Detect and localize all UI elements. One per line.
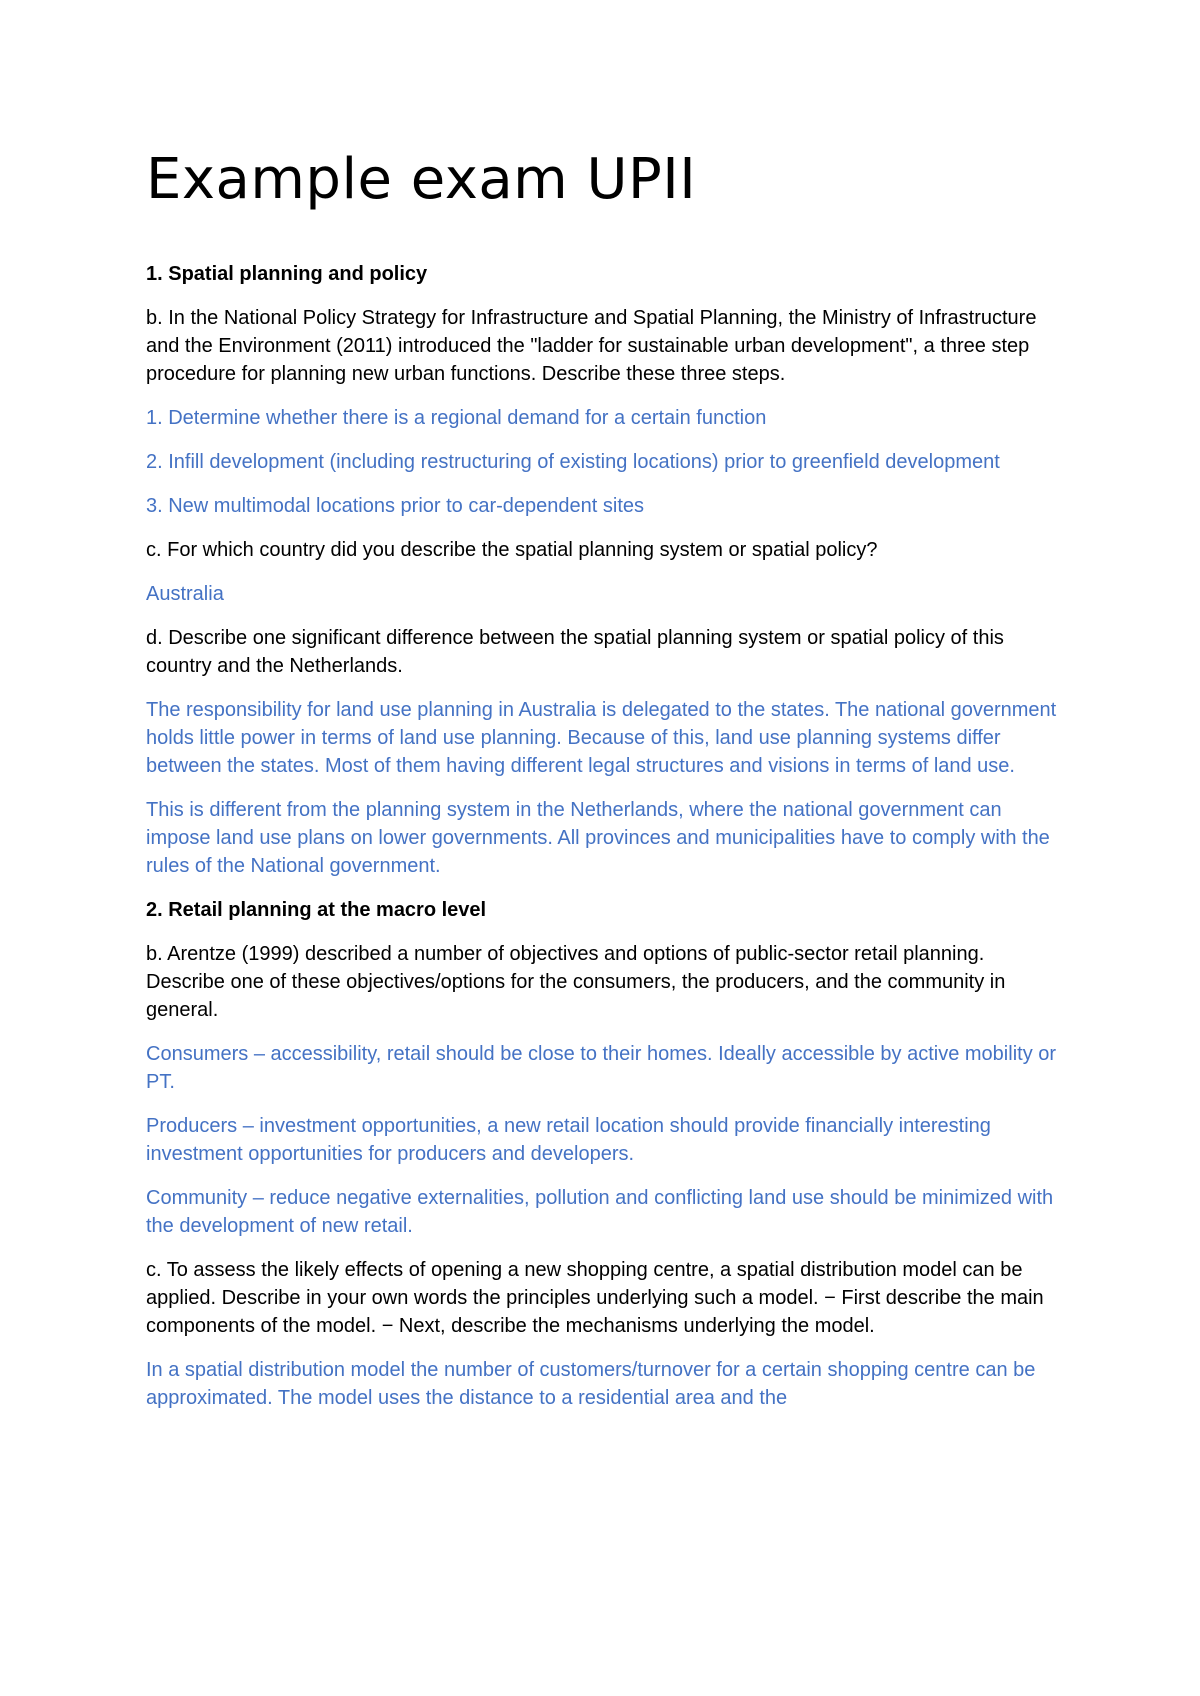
question-1d: d. Describe one significant difference between the spatial planning system or spatial policy of this country and the Netherlands. <box>146 627 1004 677</box>
answer-1b-step-2: 2. Infill development (including restructuring of existing locations) prior to greenfield development <box>146 451 1000 473</box>
answer-1d-paragraph-2: This is different from the planning system in the Netherlands, where the national government can impose land use plans on lower governments. All provinces and municipalities have to comply with the rules of the National government. <box>146 799 1050 877</box>
document-content <box>146 144 1066 1428</box>
question-1b: b. In the National Policy Strategy for Infrastructure and Spatial Planning, the Ministry of Infrastructure and the Environment (2011) introduced the "ladder for sustainable urban development", a three step procedure for planning new urban functions. Describe these three steps. <box>146 307 1037 385</box>
answer-2b-producers: Producers – investment opportunities, a new retail location should provide financially interesting investment opportunities for producers and developers. <box>146 1115 991 1165</box>
answer-2b-consumers: Consumers – accessibility, retail should be close to their homes. Ideally accessible by active mobility or PT. <box>146 1043 1057 1093</box>
question-1c: c. For which country did you describe the spatial planning system or spatial policy? <box>146 539 878 561</box>
question-2b: b. Arentze (1999) described a number of objectives and options of public-sector retail planning. Describe one of these objectives/options for the consumers, the producers, and the community in general. <box>146 943 1006 1021</box>
question-2c: c. To assess the likely effects of opening a new shopping centre, a spatial distribution model can be applied. Describe in your own words the principles underlying such a model. − First describe the main components of the model. − Next, describe the mechanisms underlying the model. <box>146 1259 1044 1337</box>
section-spatial-planning <box>146 260 1066 880</box>
answer-1d-paragraph-1: The responsibility for land use planning in Australia is delegated to the states. The national government holds little power in terms of land use planning. Because of this, land use planning systems differ between the states. Most of them having different legal structures and visions in terms of land use. <box>146 699 1057 777</box>
answer-1b-step-3: 3. New multimodal locations prior to car-dependent sites <box>146 495 645 517</box>
answer-2c-paragraph-1: In a spatial distribution model the number of customers/turnover for a certain shopping centre can be approximated. The model uses the distance to a residential area and the <box>146 1359 1036 1409</box>
document-title: Example exam UPII <box>146 147 697 212</box>
answer-1b-step-1: 1. Determine whether there is a regional demand for a certain function <box>146 407 767 429</box>
answer-2b-community: Community – reduce negative externalities, pollution and conflicting land use should be minimized with the development of new retail. <box>146 1187 1054 1237</box>
section-2-heading: 2. Retail planning at the macro level <box>146 899 487 921</box>
answer-1c: Australia <box>146 583 224 605</box>
section-retail-planning <box>146 896 1066 1412</box>
section-1-heading: 1. Spatial planning and policy <box>146 263 428 285</box>
